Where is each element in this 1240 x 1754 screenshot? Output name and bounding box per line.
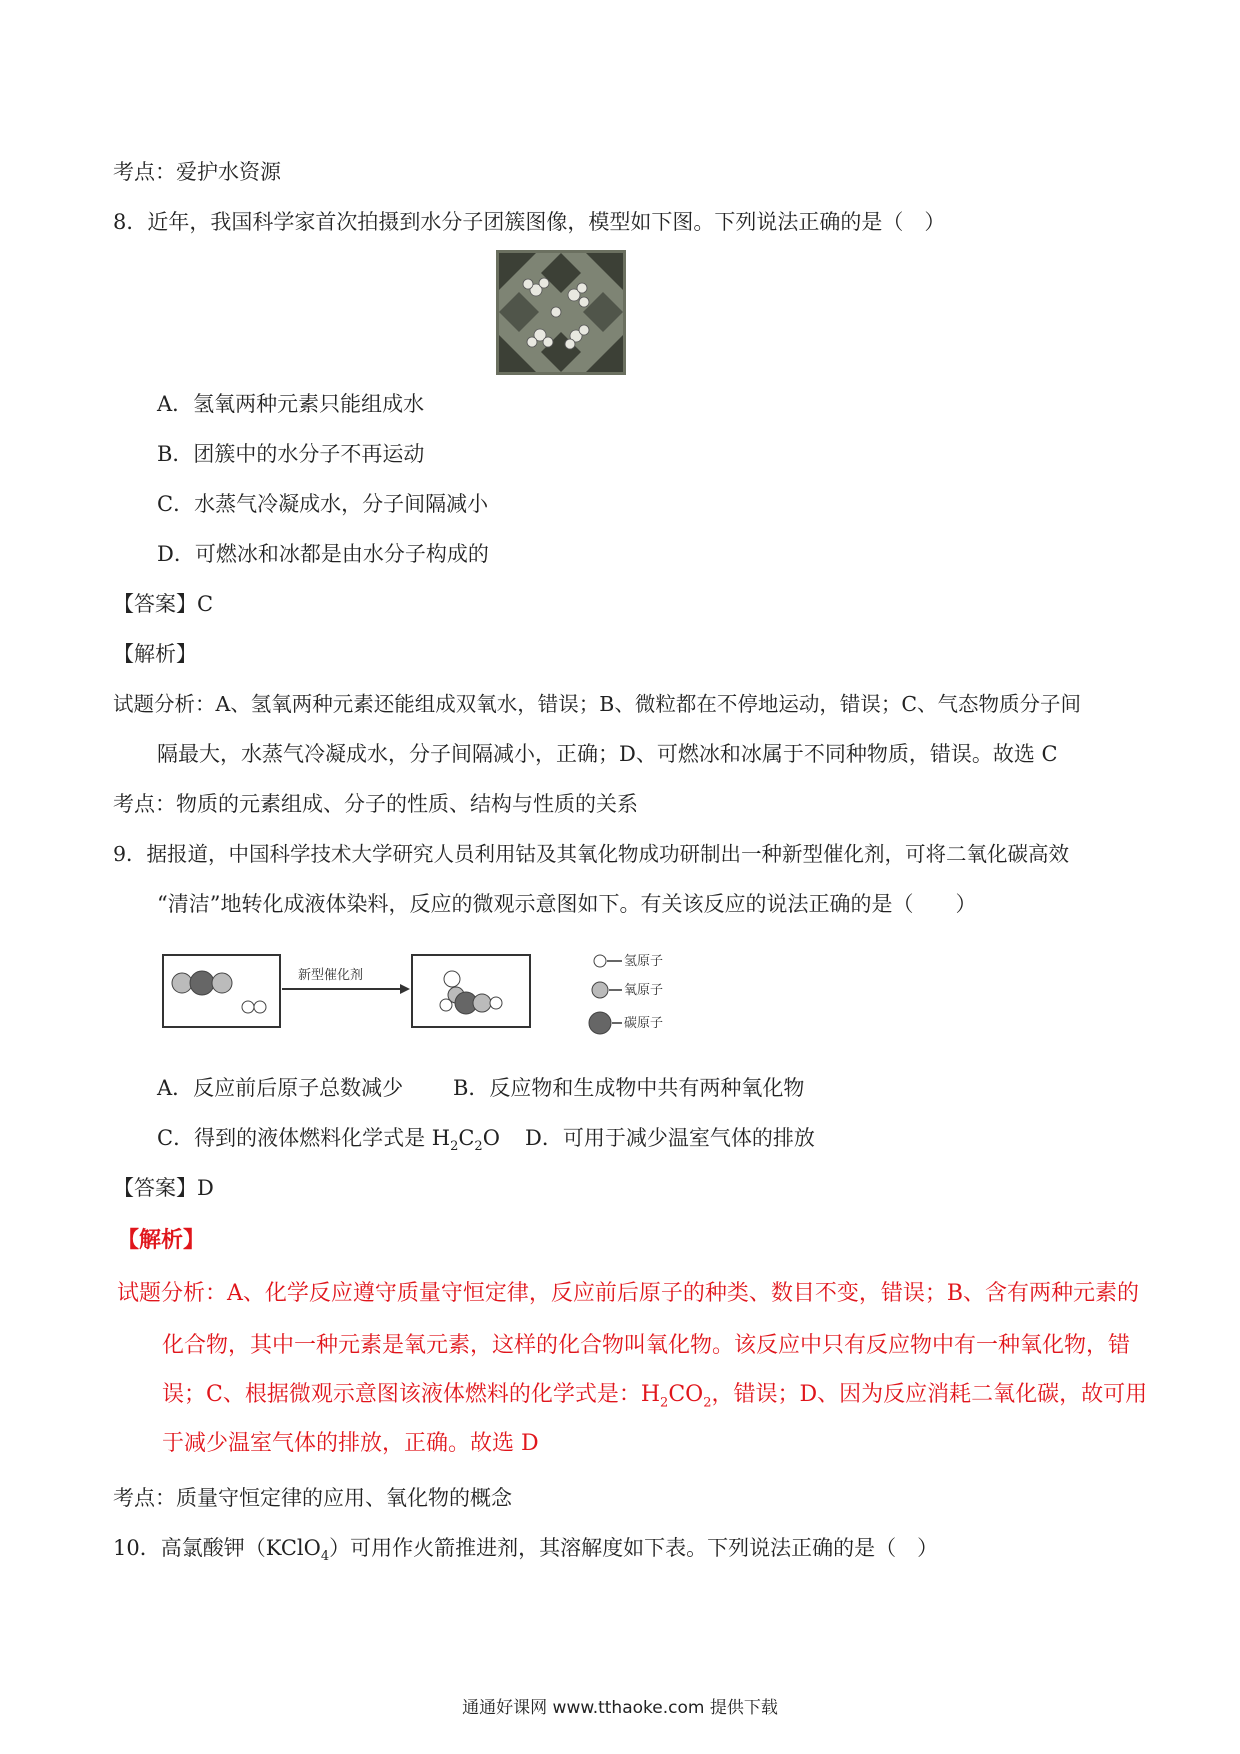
q9-analysis-line4: 于减少温室气体的排放，正确。故选 D: [162, 1431, 539, 1456]
q10-stem: 10．高氯酸钾（KClO$_4$）可用作火箭推进剂，其溶解度如下表。下列说法正确的是（ ）: [113, 1536, 939, 1565]
q8-option-d: D．可燃冰和冰都是由水分子构成的: [157, 542, 489, 566]
q8-option-a: A．氢氧两种元素只能组成水: [157, 392, 425, 416]
q9-answer: 【答案】D: [113, 1176, 214, 1200]
q9-stem-line2: “清洁”地转化成液体染料，反应的微观示意图如下。有关该反应的说法正确的是（ ）: [157, 892, 977, 916]
q8-answer: 【答案】C: [113, 592, 214, 616]
legend-hydrogen: 氢原子: [624, 954, 664, 969]
q8-analysis-line1: 试题分析：A、氢氧两种元素还能组成双氧水，错误；B、微粒都在不停地运动，错误；C、气态物质分子间: [113, 692, 1082, 716]
q9-analysis-line2: 化合物，其中一种元素是氧元素，这样的化合物叫氧化物。该反应中只有反应物中有一种氧化物，错: [162, 1333, 1131, 1358]
q8-jiexi-title: 【解析】: [113, 642, 197, 666]
q9-option-d: D．可用于减少温室气体的排放: [525, 1126, 815, 1150]
q9-analysis-line1: 试题分析：A、化学反应遵守质量守恒定律，反应前后原子的种类、数目不变，错误；B、含有两种元素的: [117, 1281, 1140, 1306]
reaction-diagram: [160, 945, 700, 1045]
q8-analysis-line2: 隔最大，水蒸气冷凝成水，分子间隔减小，正确；D、可燃冰和冰属于不同种物质，错误。故选 C: [157, 742, 1058, 766]
water-cluster-image: [496, 250, 626, 375]
page-footer: 通通好课网 www.tthaoke.com 提供下载: [462, 1698, 778, 1718]
q9-option-b: B．反应物和生成物中共有两种氧化物: [453, 1076, 805, 1100]
q8-option-b: B．团簇中的水分子不再运动: [157, 442, 425, 466]
q9-analysis-line3: 误；C、根据微观示意图该液体燃料的化学式是：$H_2CO_2$，错误；D、因为反应消耗二氧化碳，故可用: [162, 1382, 1148, 1411]
prev-kaodian: 考点：爱护水资源: [113, 160, 281, 184]
legend-carbon: 碳原子: [624, 1016, 664, 1031]
q8-stem: 8．近年，我国科学家首次拍摄到水分子团簇图像，模型如下图。下列说法正确的是（ ）: [113, 210, 946, 234]
q9-option-a: A．反应前后原子总数减少: [157, 1076, 404, 1100]
q9-stem-line1: 9．据报道，中国科学技术大学研究人员利用钴及其氧化物成功研制出一种新型催化剂，可将二氧化碳高效: [113, 842, 1070, 866]
q9-kaodian: 考点：质量守恒定律的应用、氧化物的概念: [113, 1486, 512, 1510]
legend-oxygen: 氧原子: [624, 983, 664, 998]
arrow-label: 新型催化剂: [298, 968, 364, 983]
q8-kaodian: 考点：物质的元素组成、分子的性质、结构与性质的关系: [113, 792, 638, 816]
q8-option-c: C．水蒸气冷凝成水，分子间隔减小: [157, 492, 489, 516]
q9-option-c: C．得到的液体燃料化学式是 $H_2C_2O$: [157, 1126, 500, 1155]
q9-jiexi-title: 【解析】: [117, 1227, 206, 1253]
